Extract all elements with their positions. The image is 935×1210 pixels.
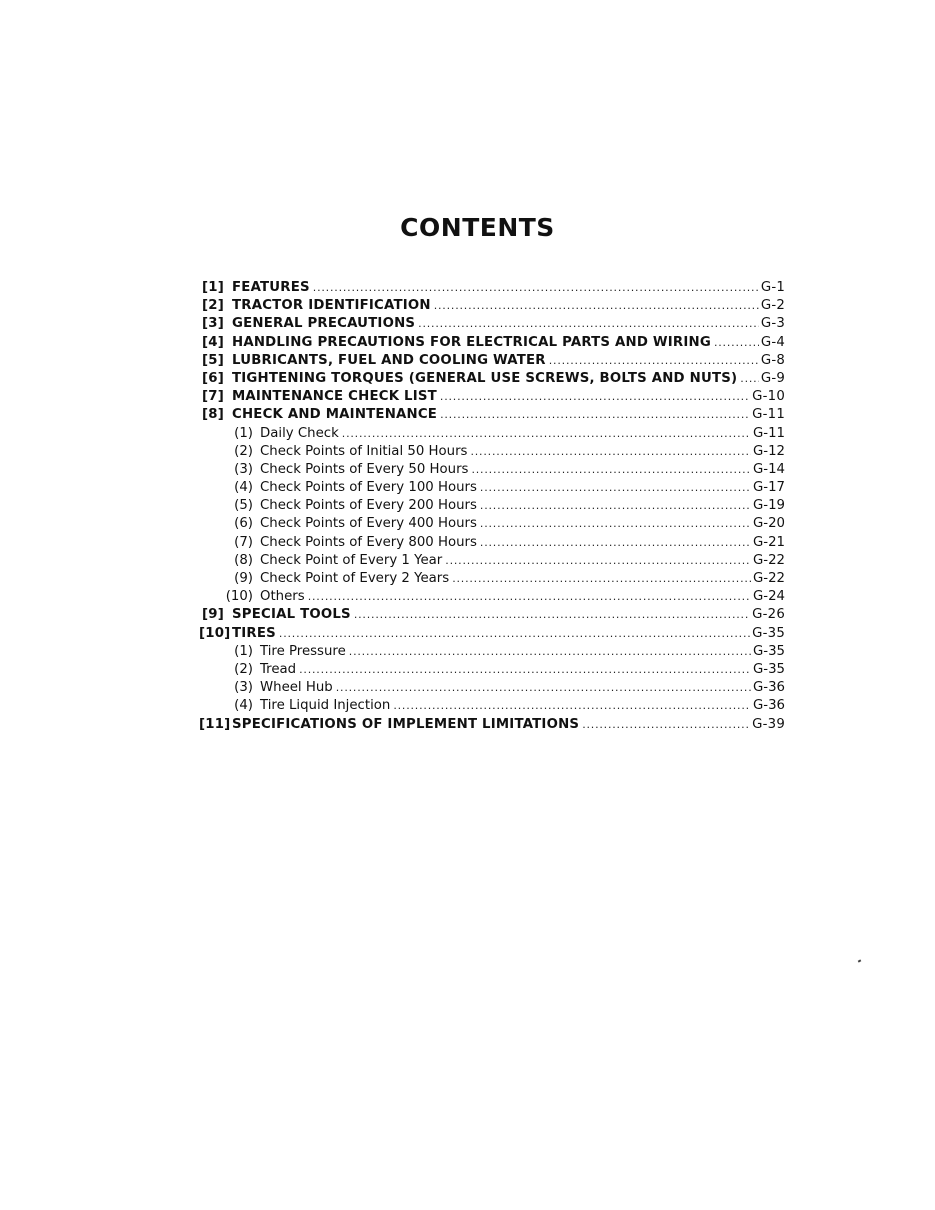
dot-leader	[440, 388, 750, 406]
toc-entry-label: MAINTENANCE CHECK LIST	[232, 389, 437, 405]
toc-entry-label: Daily Check	[260, 425, 339, 441]
toc-entry-page: G-11	[752, 407, 785, 423]
dot-leader	[480, 534, 751, 552]
dot-leader	[342, 425, 751, 443]
toc-entry-number: (5)	[234, 498, 253, 514]
toc-entry-maintenance-check-list[interactable]	[199, 388, 785, 406]
toc-entry-label: TRACTOR IDENTIFICATION	[232, 298, 431, 314]
toc-entry-label: Others	[260, 589, 305, 605]
toc-entry-label: Tread	[260, 661, 297, 677]
toc-entry-page: G-22	[752, 552, 785, 568]
dot-leader	[480, 479, 751, 497]
toc-entry-number: (8)	[234, 552, 253, 568]
toc-entry-label: Wheel Hub	[260, 680, 333, 696]
toc-entry-number: (4)	[234, 698, 253, 714]
dot-leader	[452, 570, 751, 588]
toc-entry-page: G-8	[760, 352, 785, 368]
toc-entry-handling-precautions[interactable]	[199, 334, 785, 352]
toc-entry-features[interactable]	[199, 279, 785, 297]
toc-entry-page: G-35	[752, 625, 785, 641]
toc-entry-page: G-26	[752, 607, 785, 623]
toc-entry-label: HANDLING PRECAUTIONS FOR ELECTRICAL PARTS AND WIRING	[232, 334, 711, 350]
toc-entry-number: [5]	[201, 352, 224, 368]
toc-entry-number: (9)	[234, 571, 253, 586]
dot-leader	[470, 443, 751, 461]
toc-entry-page: G-19	[752, 498, 785, 514]
toc-subentry-every-100-hours[interactable]	[199, 479, 785, 497]
toc-entry-page: G-24	[752, 589, 785, 605]
dot-leader	[354, 606, 750, 624]
toc-entry-check-and-maintenance[interactable]	[199, 406, 785, 424]
toc-entry-general-precautions[interactable]	[199, 315, 785, 333]
toc-entry-number: (7)	[234, 534, 253, 550]
toc-entry-label: TIGHTENING TORQUES (GENERAL USE SCREWS, BOLTS AND NUTS)	[232, 370, 738, 386]
toc-entry-label: Check Points of Every 400 Hours	[260, 516, 477, 532]
toc-entry-page: G-1	[760, 280, 785, 295]
page-title: CONTENTS	[400, 213, 555, 242]
toc-entry-page: G-12	[752, 443, 785, 459]
toc-entry-tires[interactable]	[199, 625, 785, 643]
toc-entry-label: Check Points of Every 800 Hours	[260, 534, 477, 550]
toc-entry-number: (10)	[225, 589, 253, 605]
toc-entry-number: [6]	[201, 370, 224, 386]
toc-entry-label: FEATURES	[232, 280, 310, 295]
dot-leader	[349, 643, 751, 661]
dot-leader	[480, 497, 751, 515]
dot-leader	[279, 625, 750, 643]
scan-speck	[858, 959, 862, 962]
toc-entry-number: [10]	[199, 625, 231, 641]
toc-entry-number: (2)	[234, 661, 253, 677]
toc-subentry-tire-pressure[interactable]	[199, 643, 785, 661]
toc-entry-number: [8]	[201, 407, 224, 423]
toc-entry-page: G-21	[752, 534, 785, 550]
table-of-contents	[199, 279, 785, 734]
dot-leader	[440, 406, 750, 424]
toc-entry-label: SPECIFICATIONS OF IMPLEMENT LIMITATIONS	[232, 716, 580, 732]
toc-entry-page: G-36	[752, 680, 785, 696]
dot-leader	[549, 352, 759, 370]
toc-entry-page: G-14	[752, 461, 785, 477]
dot-leader	[299, 661, 751, 679]
toc-entry-number: [4]	[201, 334, 224, 350]
toc-entry-page: G-2	[760, 298, 785, 314]
toc-entry-label: GENERAL PRECAUTIONS	[232, 316, 416, 332]
dot-leader	[445, 552, 751, 570]
dot-leader	[471, 461, 751, 479]
toc-subentry-tread[interactable]	[199, 661, 785, 679]
toc-entry-number: (1)	[234, 425, 253, 441]
toc-subentry-every-200-hours[interactable]	[199, 497, 785, 515]
toc-entry-page: G-20	[752, 516, 785, 532]
toc-entry-label: Check Points of Every 50 Hours	[260, 461, 469, 477]
toc-subentry-every-2-years[interactable]	[199, 570, 785, 588]
toc-entry-page: G-22	[752, 571, 785, 586]
dot-leader	[582, 716, 750, 734]
toc-entry-page: G-36	[752, 698, 785, 714]
toc-entry-page: G-39	[752, 716, 785, 732]
toc-entry-label: Check Points of Every 200 Hours	[260, 498, 477, 514]
toc-entry-label: LUBRICANTS, FUEL AND COOLING WATER	[232, 352, 546, 368]
toc-entry-number: [9]	[201, 607, 224, 623]
toc-entry-label: Check Points of Initial 50 Hours	[260, 443, 468, 459]
toc-entry-special-tools[interactable]	[199, 606, 785, 624]
dot-leader	[434, 297, 759, 315]
toc-entry-number: (2)	[234, 443, 253, 459]
toc-entry-implement-limitations[interactable]	[199, 716, 785, 734]
toc-entry-number: (6)	[234, 516, 253, 532]
dot-leader	[418, 315, 759, 333]
toc-entry-number: [2]	[201, 298, 224, 314]
toc-subentry-initial-50-hours[interactable]	[199, 443, 785, 461]
toc-subentry-every-400-hours[interactable]	[199, 515, 785, 533]
dot-leader	[308, 588, 751, 606]
toc-entry-number: (4)	[234, 480, 253, 496]
toc-entry-label: TIRES	[232, 625, 276, 641]
dot-leader	[740, 370, 759, 388]
toc-entry-label: CHECK AND MAINTENANCE	[232, 407, 438, 423]
toc-entry-page: G-4	[760, 334, 785, 350]
toc-entry-label: Tire Liquid Injection	[260, 698, 391, 714]
toc-subentry-every-800-hours[interactable]	[199, 534, 785, 552]
toc-entry-number: (3)	[234, 680, 253, 696]
toc-subentry-every-50-hours[interactable]	[199, 461, 785, 479]
toc-subentry-tire-liquid-injection[interactable]	[199, 697, 785, 715]
toc-entry-lubricants[interactable]	[199, 352, 785, 370]
toc-subentry-daily-check[interactable]	[199, 425, 785, 443]
toc-entry-label: Check Point of Every 2 Years	[260, 571, 450, 586]
dot-leader	[336, 679, 751, 697]
toc-entry-tightening-torques[interactable]	[199, 370, 785, 388]
toc-entry-label: Check Point of Every 1 Year	[260, 552, 443, 568]
toc-subentry-wheel-hub[interactable]	[199, 679, 785, 697]
toc-entry-page: G-10	[752, 389, 785, 405]
toc-entry-page: G-3	[760, 316, 785, 332]
toc-entry-label: Check Points of Every 100 Hours	[260, 480, 477, 496]
dot-leader	[393, 697, 751, 715]
toc-entry-page: G-11	[752, 425, 785, 441]
toc-subentry-every-1-year[interactable]	[199, 552, 785, 570]
toc-entry-label: SPECIAL TOOLS	[232, 607, 351, 623]
toc-entry-number: (1)	[234, 643, 253, 659]
toc-entry-number: [11]	[199, 716, 231, 732]
toc-entry-number: (3)	[234, 461, 253, 477]
toc-entry-tractor-identification[interactable]	[199, 297, 785, 315]
toc-entry-page: G-17	[752, 480, 785, 496]
toc-subentry-others[interactable]	[199, 588, 785, 606]
toc-entry-page: G-35	[752, 661, 785, 677]
dot-leader	[714, 334, 759, 352]
toc-entry-number: [3]	[201, 316, 224, 332]
toc-entry-label: Tire Pressure	[260, 643, 346, 659]
dot-leader	[480, 515, 751, 533]
toc-entry-number: [7]	[201, 389, 224, 405]
toc-entry-number: [1]	[201, 280, 224, 295]
toc-entry-page: G-35	[752, 643, 785, 659]
dot-leader	[313, 279, 759, 297]
toc-entry-page: G-9	[760, 370, 785, 386]
